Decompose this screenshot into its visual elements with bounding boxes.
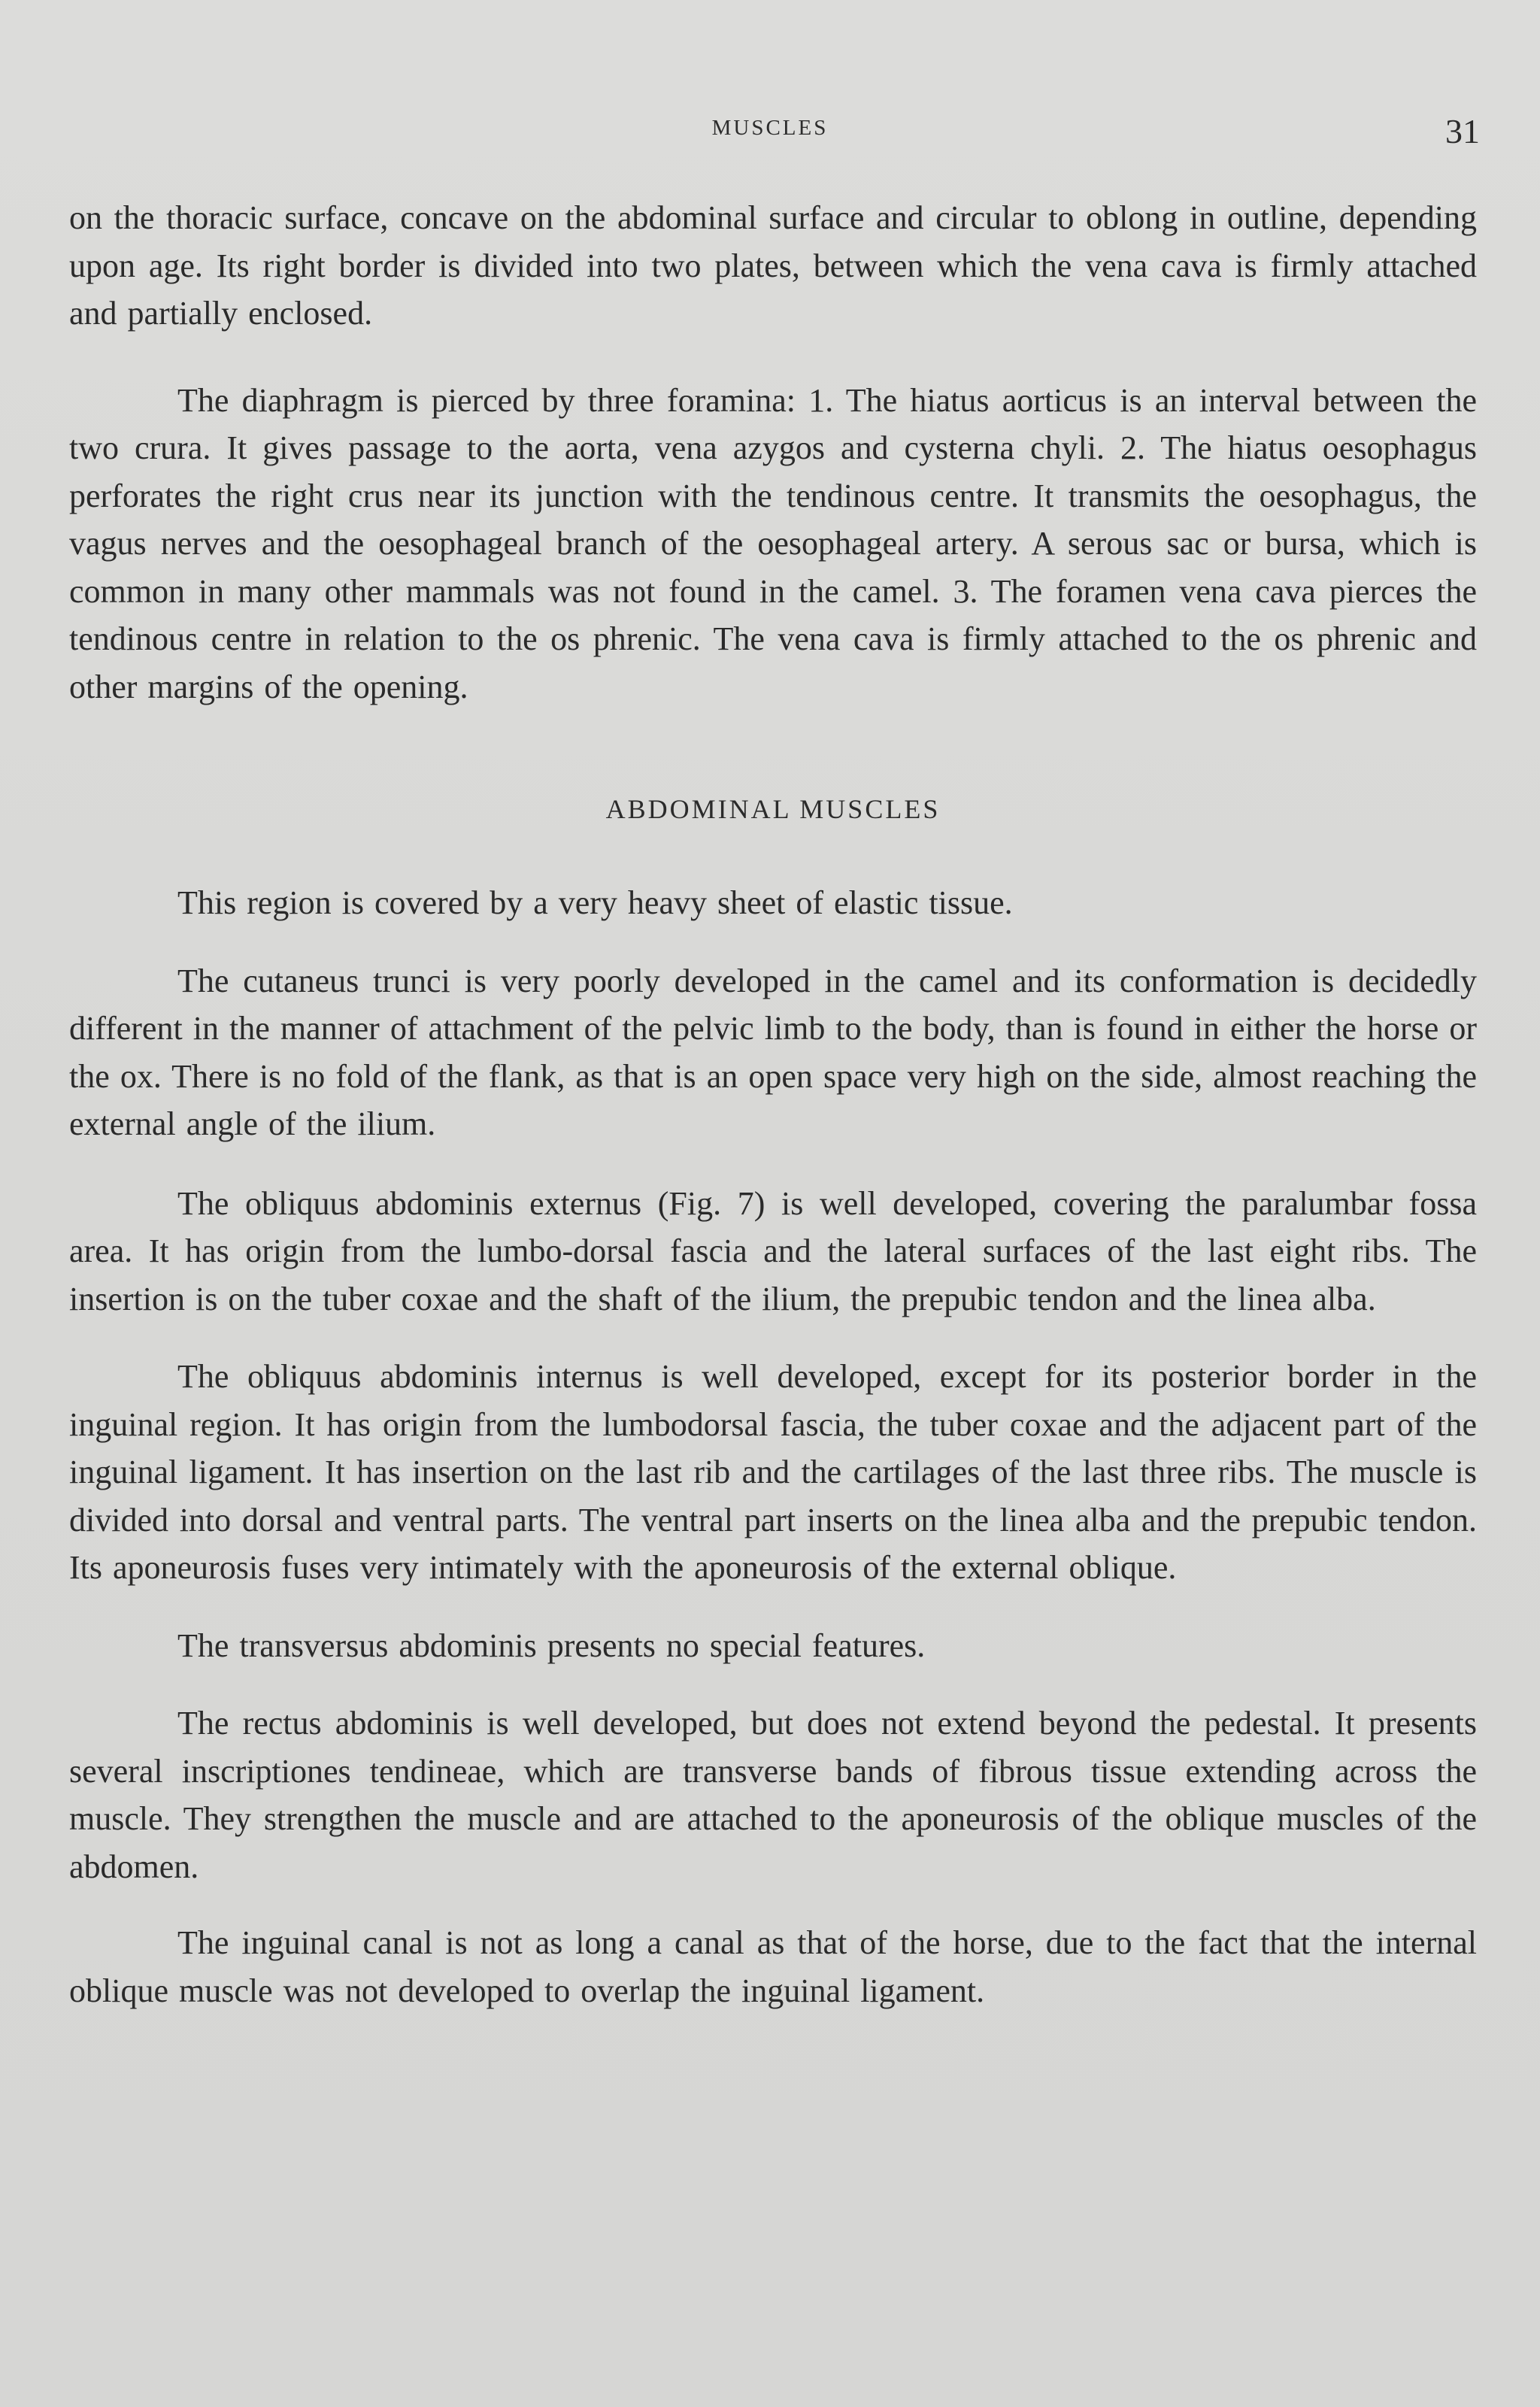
paragraph-obliquus-externus: The obliquus abdominis externus (Fig. 7) is well developed, covering the paralumbar fossa area. It has origin from the lumbo-dorsal fascia and the lateral surfaces of the last eight ribs. The insertion is on the tuber coxae and the shaft of the ilium, the prepubic tendon and the linea alba. xyxy=(69,1184,1477,1317)
section-heading: ABDOMINAL MUSCLES xyxy=(605,794,941,824)
running-title: MUSCLES xyxy=(711,116,829,140)
paragraph-cutaneus-trunci: The cutaneus trunci is very poorly developed in the camel and its conformation is decidedly different in the manner of attachment of the pelvic limb to the body, than is found in either the horse or the ox. There is no fold of the flank, as that is an open space very high on the side, almost reaching the external angle of the ilium. xyxy=(69,962,1477,1142)
paragraph-rectus-abdominis: The rectus abdominis is well developed, but does not extend beyond the pedestal. It presents several inscriptiones tendineae, which are transverse bands of fibrous tissue extending across the muscle. They strengthen the muscle and are attached to the aponeurosis of the oblique muscles of the abdomen. xyxy=(69,1705,1477,1885)
paragraph-transversus-abdominis: The transversus abdominis presents no special features. xyxy=(177,1626,926,1664)
paragraph-diaphragm-shape: on the thoracic surface, concave on the abdominal surface and circular to oblong in outline, depending upon age. Its right border is divided into two plates, between which the vena cava is firmly attached and partially enclosed. xyxy=(69,199,1477,332)
paragraph-diaphragm-foramina: The diaphragm is pierced by three foramina: 1. The hiatus aorticus is an interval between the two crura. It gives passage to the aorta, vena azygos and cysterna chyli. 2. The hiatus oesophagus perforates the right crus near its junction with the tendinous centre. It transmits the oesophagus, the vagus nerves and the oesophageal branch of the oesophageal artery. A serous sac or bursa, which is common in many other mammals was not found in the camel. 3. The foramen vena cava pierces the tendinous centre in relation to the os phrenic. The vena cava is firmly attached to the os phrenic and other margins of the opening. xyxy=(69,381,1477,705)
paragraph-inguinal-canal: The inguinal canal is not as long a canal as that of the horse, due to the fact that the internal oblique muscle was not developed to overlap the inguinal ligament. xyxy=(69,1924,1477,2009)
page-number: 31 xyxy=(1445,112,1480,150)
body-text xyxy=(69,194,1477,2014)
paragraph-abdominal-region: This region is covered by a very heavy sheet of elastic tissue. xyxy=(177,884,1013,921)
running-head xyxy=(60,111,1480,156)
paragraph-obliquus-internus: The obliquus abdominis internus is well developed, except for its posterior border in the inguinal region. It has origin from the lumbodorsal fascia, the tuber coxae and the adjacent part of the inguinal ligament. It has insertion on the last rib and the cartilages of the last three ribs. The muscle is divided into dorsal and ventral parts. The ventral part inserts on the linea alba and the prepubic tendon. Its aponeurosis fuses very intimately with the aponeurosis of the external oblique. xyxy=(69,1358,1477,1586)
